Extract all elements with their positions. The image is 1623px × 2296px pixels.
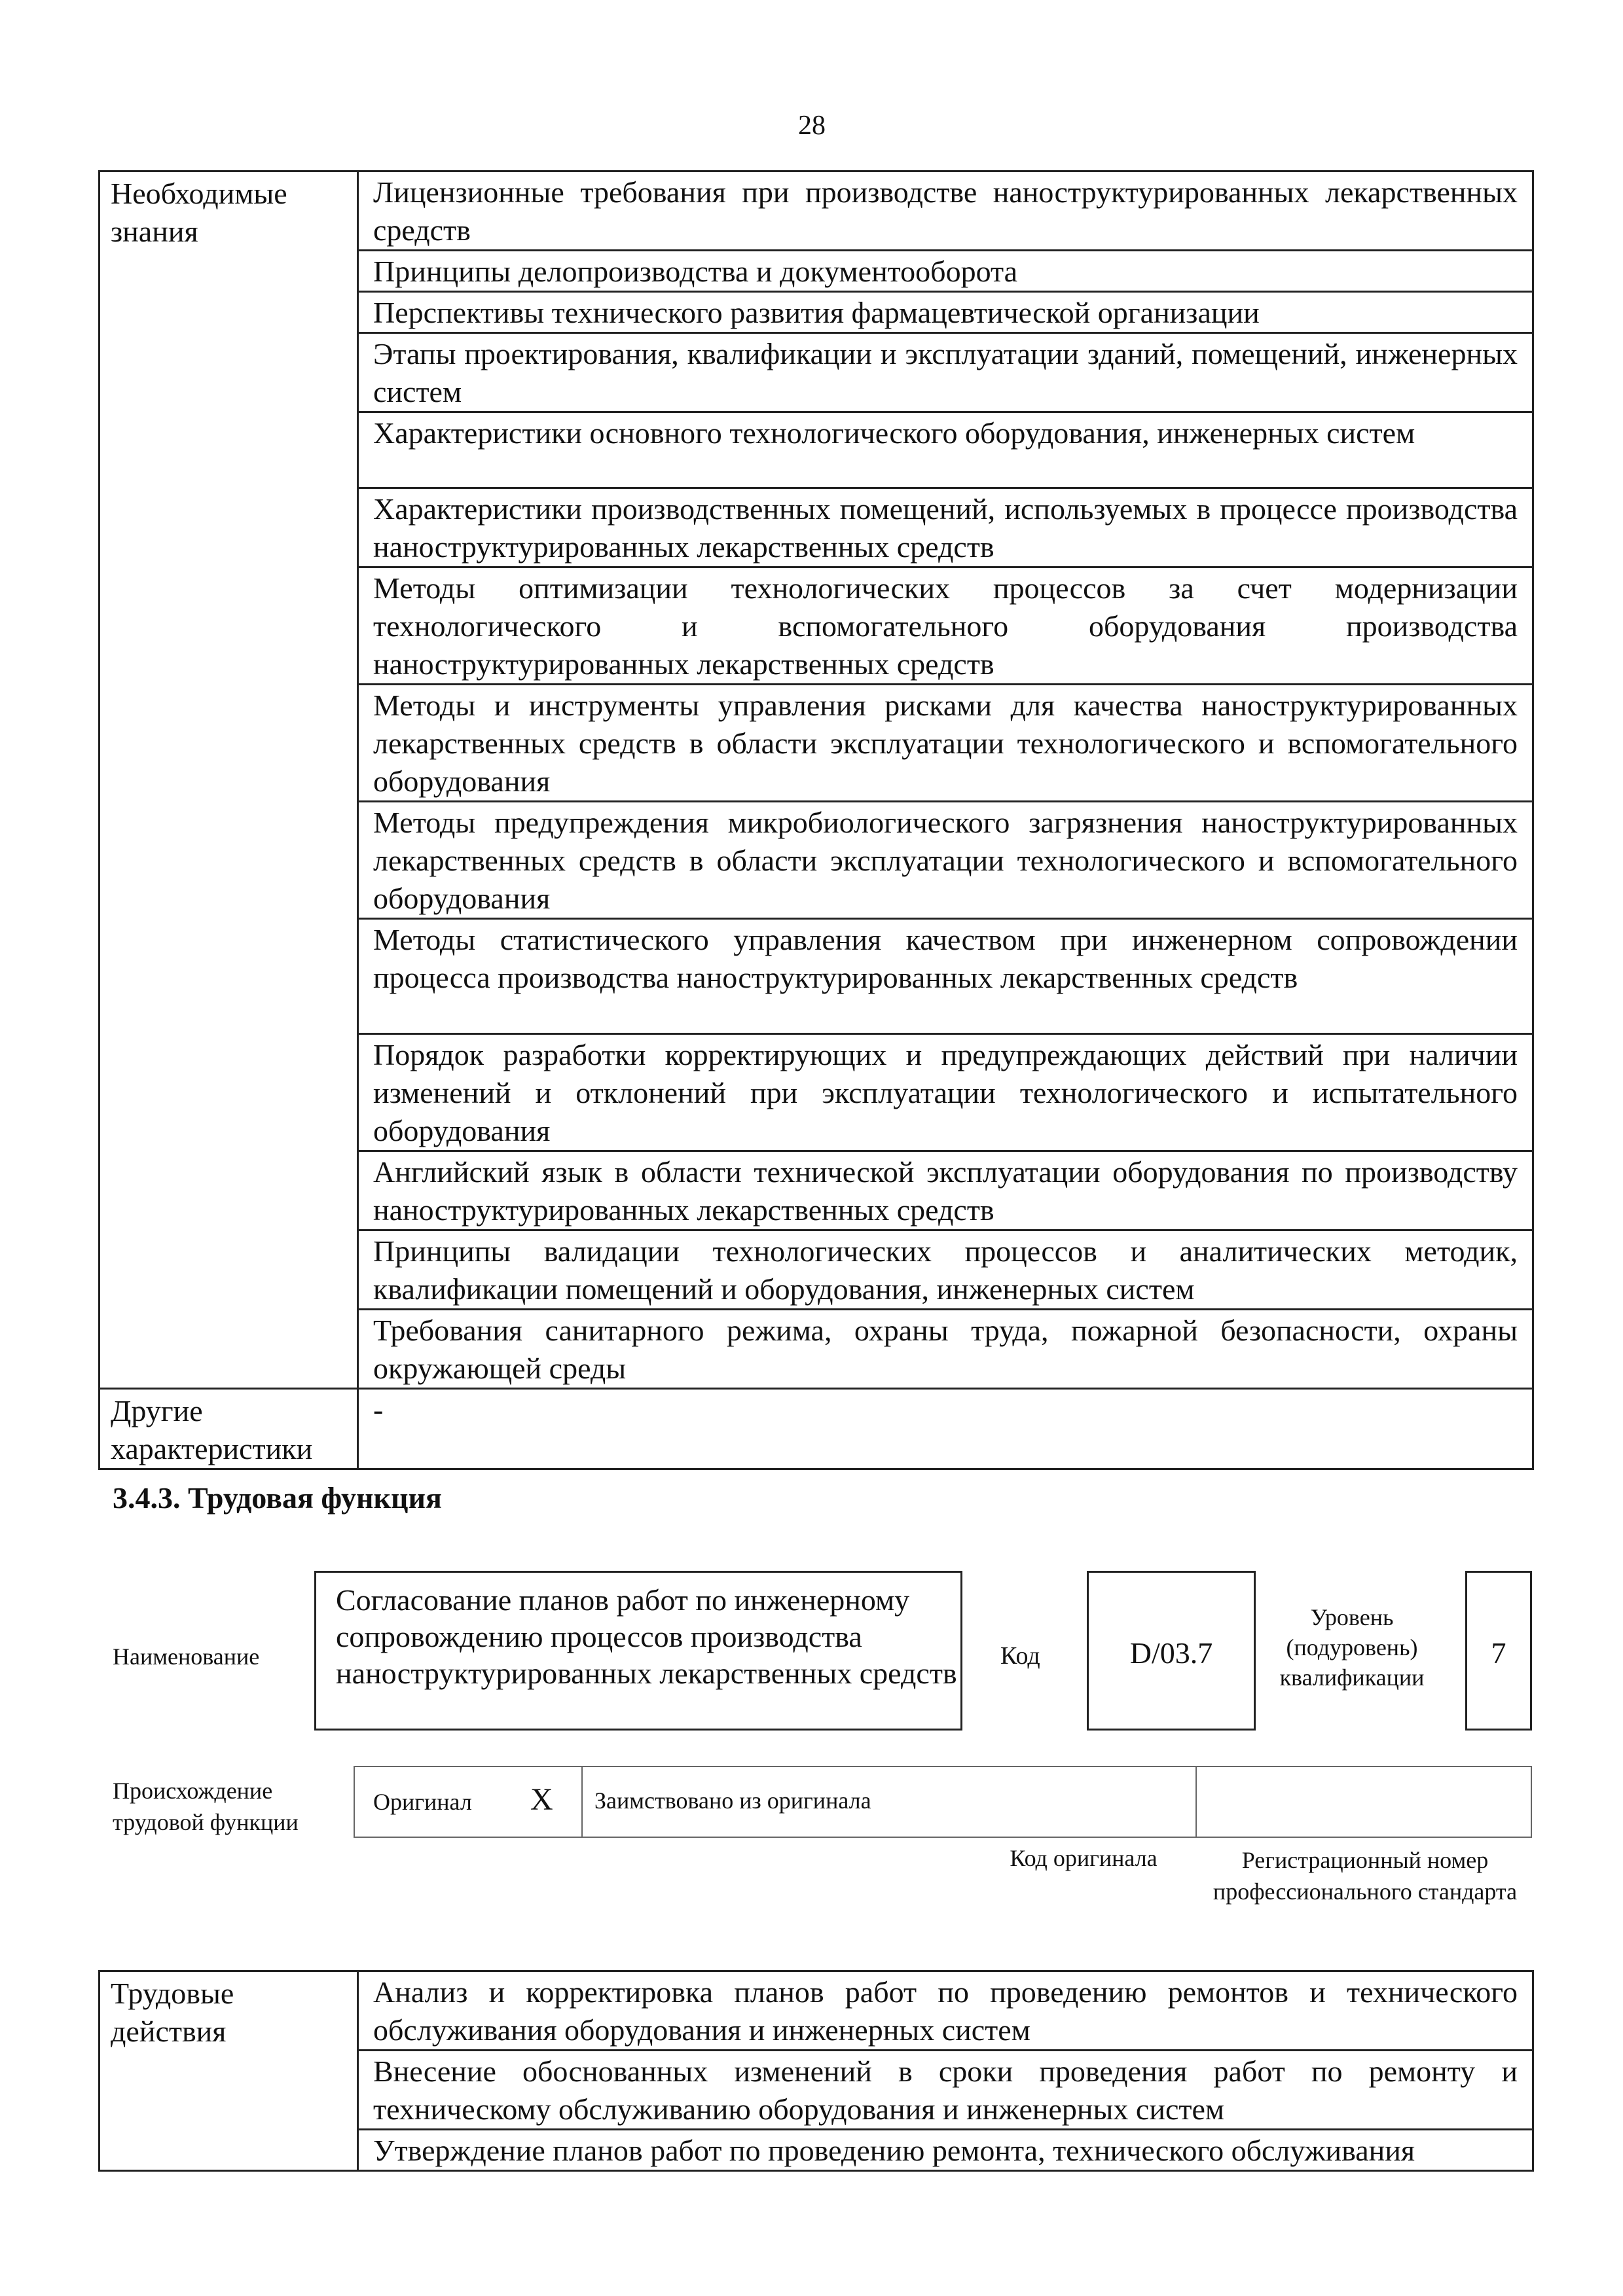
level-label: Уровень (подуровень) квалификации bbox=[1279, 1604, 1425, 1691]
actions-table bbox=[98, 1970, 1534, 2172]
actions-label: Трудовые действия bbox=[100, 1971, 358, 2171]
origin-label: Происхождение трудовой функции bbox=[113, 1778, 299, 1835]
level-value: 7 bbox=[1491, 1636, 1506, 1670]
knowledge-item: Методы статистического управления качеством при инженерном сопровождении процесса производства наноструктурированных лекарственных средств bbox=[358, 919, 1533, 1034]
name-label: Наименование bbox=[113, 1643, 260, 1670]
knowledge-item: Перспективы технического развития фармацевтической организации bbox=[358, 292, 1533, 333]
section-heading: 3.4.3. Трудовая функция bbox=[113, 1481, 442, 1515]
reg-number-label: Регистрационный номер профессионального стандарта bbox=[1213, 1847, 1518, 1905]
table-row bbox=[100, 1389, 1533, 1469]
knowledge-item: Принципы делопроизводства и документооборота bbox=[358, 251, 1533, 292]
knowledge-item: Характеристики основного технологического оборудования, инженерных систем bbox=[358, 412, 1533, 488]
knowledge-item: Требования санитарного режима, охраны труда, пожарной безопасности, охраны окружающей среды bbox=[358, 1310, 1533, 1389]
action-item: Анализ и корректировка планов работ по проведению ремонтов и технического обслуживания оборудования и инженерных систем bbox=[358, 1971, 1533, 2051]
code-label: Код bbox=[1000, 1642, 1040, 1670]
original-cell bbox=[354, 1766, 583, 1838]
code-original-label: Код оригинала bbox=[1010, 1845, 1158, 1871]
knowledge-label: Необходимые знания bbox=[100, 171, 358, 1389]
knowledge-item: Английский язык в области технической эксплуатации оборудования по производству наноструктурированных лекарственных средств bbox=[358, 1151, 1533, 1230]
knowledge-item: Принципы валидации технологических процессов и аналитических методик, квалификации помещений и оборудования, инженерных систем bbox=[358, 1230, 1533, 1310]
original-mark: X bbox=[530, 1782, 553, 1817]
reg-number-cell bbox=[1195, 1766, 1532, 1838]
table-row bbox=[100, 171, 1533, 251]
knowledge-item: Характеристики производственных помещений, используемых в процессе производства наноструктурированных лекарственных средств bbox=[358, 488, 1533, 567]
other-characteristics-label: Другие характеристики bbox=[100, 1389, 358, 1469]
other-characteristics-value: - bbox=[358, 1389, 1533, 1469]
knowledge-item: Методы и инструменты управления рисками для качества наноструктурированных лекарственных средств в области эксплуатации технологического и вспомогательного оборудования bbox=[358, 685, 1533, 802]
knowledge-item: Методы оптимизации технологических процессов за счет модернизации технологического и вспомогательного оборудования производства наноструктурированных лекарственных средств bbox=[358, 567, 1533, 685]
knowledge-table bbox=[98, 170, 1534, 1470]
borrowed-label: Заимствовано из оригинала bbox=[594, 1787, 871, 1814]
table-row bbox=[100, 1971, 1533, 2051]
code-box bbox=[1087, 1571, 1256, 1731]
function-name-box bbox=[314, 1571, 962, 1731]
knowledge-item: Порядок разработки корректирующих и предупреждающих действий при наличии изменений и отклонений при эксплуатации технологического и испытательного оборудования bbox=[358, 1034, 1533, 1151]
knowledge-item: Методы предупреждения микробиологического загрязнения наноструктурированных лекарственных средств в области эксплуатации технологического и вспомогательного оборудования bbox=[358, 802, 1533, 919]
action-item: Утверждение планов работ по проведению ремонта, технического обслуживания bbox=[358, 2130, 1533, 2171]
page-number: 28 bbox=[798, 111, 826, 141]
level-box bbox=[1465, 1571, 1532, 1731]
function-name-value: Согласование планов работ по инженерному сопровождению процессов производства наноструктурированных лекарственных средств bbox=[336, 1583, 957, 1690]
borrowed-cell bbox=[581, 1766, 1197, 1838]
code-value: D/03.7 bbox=[1129, 1636, 1213, 1670]
knowledge-item: Лицензионные требования при производстве наноструктурированных лекарственных средств bbox=[358, 171, 1533, 251]
action-item: Внесение обоснованных изменений в сроки проведения работ по ремонту и техническому обслуживанию оборудования и инженерных систем bbox=[358, 2051, 1533, 2130]
knowledge-item: Этапы проектирования, квалификации и эксплуатации зданий, помещений, инженерных систем bbox=[358, 333, 1533, 412]
original-label: Оригинал bbox=[373, 1789, 472, 1815]
